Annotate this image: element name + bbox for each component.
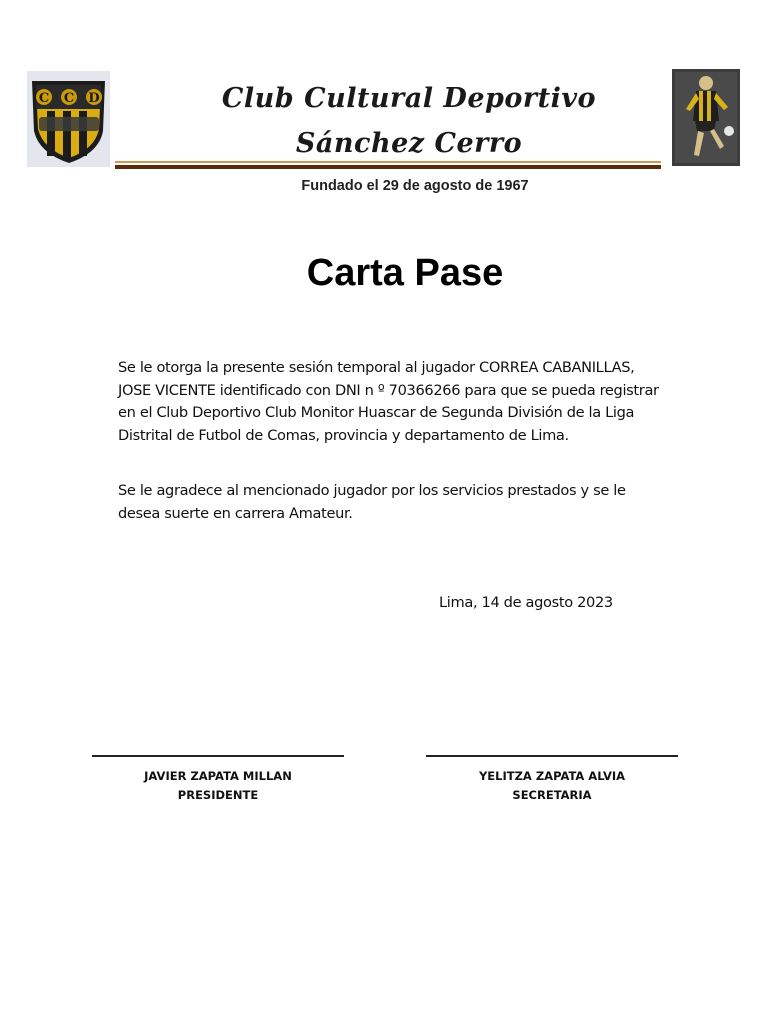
body-paragraph-2: Se le agradece al mencionado jugador por los servicios prestados y se le desea suerte en carrera Amateur.	[118, 482, 626, 522]
signatory-name: YELITZA ZAPATA ALVIA	[478, 769, 626, 783]
document-title: Carta Pase	[306, 252, 504, 294]
club-name-line-1: Club Cultural Deportivo	[221, 83, 597, 114]
signatory-role: SECRETARIA	[512, 788, 592, 802]
signature-block-president	[92, 767, 344, 805]
club-name-line-2: Sánchez Cerro	[295, 128, 523, 159]
header-divider-thin	[115, 161, 661, 163]
header-divider-thick	[115, 165, 661, 169]
svg-text:D: D	[88, 91, 100, 106]
signature-line-president	[92, 755, 344, 757]
body-paragraph-1: Se le otorga la presente sesión temporal al jugador CORREA CABANILLAS, JOSE VICENTE identificado con DNI n º 70366266 para que se pueda registrar en el Club Deportivo Club Monitor Huascar de Segunda División de la Liga Distrital de Futbol de Comas, provincia y departamento de Lima.	[118, 359, 659, 444]
place-and-date: Lima, 14 de agosto 2023	[439, 594, 613, 611]
signatory-role: PRESIDENTE	[177, 788, 259, 802]
svg-text:C: C	[38, 91, 50, 106]
signatory-name: JAVIER ZAPATA MILLAN	[144, 769, 292, 783]
signature-line-secretary	[426, 755, 678, 757]
founded-date: Fundado el 29 de agosto de 1967	[301, 178, 529, 194]
svg-text:C: C	[63, 91, 75, 106]
signature-block-secretary	[426, 767, 678, 805]
